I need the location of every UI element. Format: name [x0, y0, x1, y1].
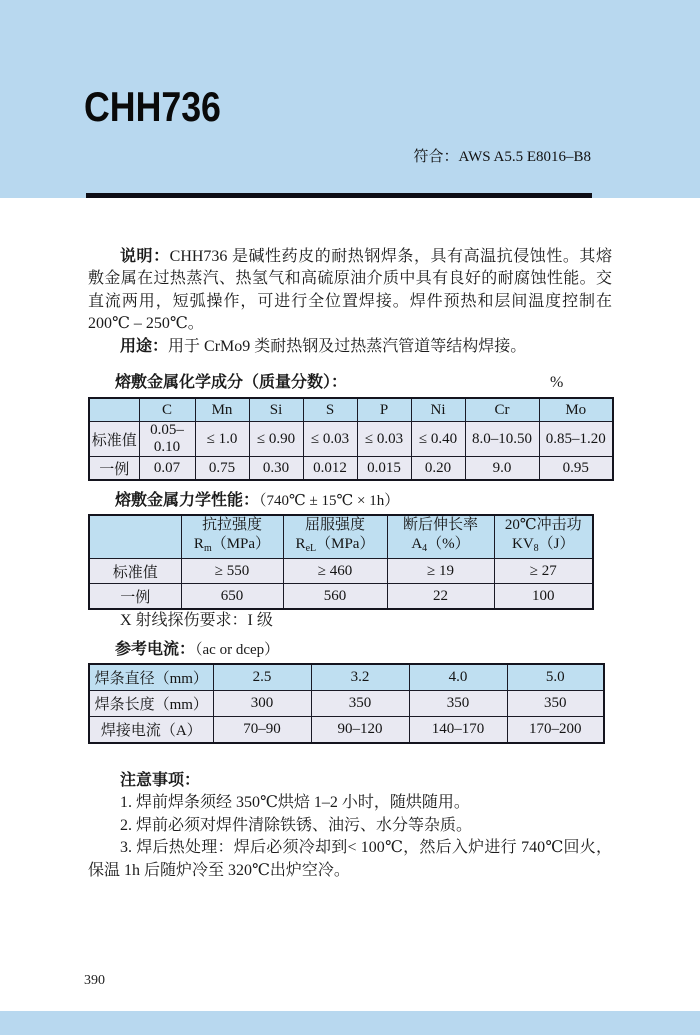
table-cell: 4.0 — [409, 664, 507, 691]
standard-spec: 符合：AWS A5.5 E8016–B8 — [413, 149, 591, 165]
row-label: 一例 — [89, 584, 181, 610]
chemical-section-title — [88, 373, 612, 393]
table-cell — [89, 515, 181, 559]
table-cell — [283, 515, 387, 559]
table-cell: ≥ 19 — [387, 559, 494, 584]
reference-current-table — [88, 663, 605, 744]
table-cell: 0.012 — [303, 457, 357, 481]
row-label: 焊接电流（A） — [89, 717, 213, 744]
page-number: 390 — [84, 973, 105, 988]
table-cell: ≤ 0.40 — [411, 422, 465, 457]
table-cell: 100 — [494, 584, 593, 610]
table-cell: Si — [249, 398, 303, 422]
column-title: 断后伸长率 — [402, 517, 478, 533]
table-row — [89, 717, 604, 744]
column-title: 20℃冲击功 — [504, 517, 582, 533]
description-paragraph — [88, 246, 612, 336]
table-header-row — [89, 398, 613, 422]
table-cell: ≥ 550 — [181, 559, 283, 584]
table-cell: 90–120 — [311, 717, 409, 744]
table-cell: 0.05–0.10 — [139, 422, 195, 457]
table-cell: ≥ 460 — [283, 559, 387, 584]
table-cell: 0.85–1.20 — [539, 422, 613, 457]
table-cell: ≤ 0.03 — [357, 422, 411, 457]
table-cell: 70–90 — [213, 717, 311, 744]
table-cell: 300 — [213, 691, 311, 717]
usage-paragraph — [88, 336, 612, 358]
description-text: CHH736 是碱性药皮的耐热钢焊条，具有高温抗侵蚀性。其熔敷金属在过热蒸汽、热氢气和高硫原油介质中具有良好的耐腐蚀性能。交直流两用，短弧操作，可进行全位置焊接。焊件预热和层间温度控制在 200℃ – 250℃。 — [88, 248, 612, 333]
table-cell: 0.95 — [539, 457, 613, 481]
notes-block — [88, 770, 612, 882]
note-item: 1. 焊前焊条须经 350℃烘焙 1–2 小时，随烘随用。 — [120, 794, 470, 812]
table-cell: Cr — [465, 398, 539, 422]
table-cell: 560 — [283, 584, 387, 610]
table-cell: 8.0–10.50 — [465, 422, 539, 457]
row-label: 标准值 — [89, 422, 139, 457]
table-row — [89, 457, 613, 481]
mechanical-title: 熔敷金属力学性能： — [115, 492, 260, 509]
current-section-title — [88, 640, 612, 660]
xray-requirement: X 射线探伤要求：I 级 — [120, 612, 273, 629]
table-cell: 650 — [181, 584, 283, 610]
table-cell: 0.75 — [195, 457, 249, 481]
table-cell: 0.30 — [249, 457, 303, 481]
chemical-title: 熔敷金属化学成分（质量分数）： — [115, 374, 348, 391]
table-cell: ≤ 0.90 — [249, 422, 303, 457]
table-row — [89, 559, 593, 584]
header-divider — [86, 193, 592, 198]
row-label: 标准值 — [89, 559, 181, 584]
table-cell: P — [357, 398, 411, 422]
description-label: 说明： — [120, 248, 170, 265]
table-cell: 0.015 — [357, 457, 411, 481]
table-cell: Ni — [411, 398, 465, 422]
mechanical-condition: （740℃ ± 15℃ × 1h） — [259, 493, 400, 509]
table-cell: ≤ 0.03 — [303, 422, 357, 457]
table-cell: ≥ 27 — [494, 559, 593, 584]
table-cell — [387, 515, 494, 559]
column-symbol: $R_{eL}(MPa)$ — [295, 536, 375, 554]
footer-band — [0, 1011, 700, 1035]
table-cell: 2.5 — [213, 664, 311, 691]
table-cell: Mo — [539, 398, 613, 422]
current-condition: （ac or dcep） — [195, 642, 280, 658]
note-item: 3. 焊后热处理：焊后必须冷却到< 100℃，然后入炉进行 740℃回火，保温 1h 后随炉冷至 320℃出炉空冷。 — [88, 839, 612, 879]
usage-label: 用途： — [120, 337, 169, 355]
table-cell: 0.20 — [411, 457, 465, 481]
table-cell: 0.07 — [139, 457, 195, 481]
table-row — [89, 422, 613, 457]
mechanical-properties-table — [88, 514, 594, 610]
notes-title: 注意事项： — [120, 772, 201, 789]
table-cell: 350 — [507, 691, 604, 717]
row-label: 一例 — [89, 457, 139, 481]
page-title: CHH736 — [84, 83, 221, 130]
column-symbol: $A_4(\%)$ — [411, 536, 470, 554]
column-symbol: $R_m(MPa)$ — [193, 536, 271, 554]
table-row — [89, 584, 593, 610]
table-cell: ≤ 1.0 — [195, 422, 249, 457]
mechanical-section-title — [88, 491, 612, 511]
column-title: 屈服强度 — [304, 517, 365, 533]
table-cell: 22 — [387, 584, 494, 610]
table-header-row — [89, 515, 593, 559]
table-cell: 350 — [409, 691, 507, 717]
column-symbol: $KV_8(J)$ — [511, 536, 575, 554]
table-cell — [89, 398, 139, 422]
table-cell: 5.0 — [507, 664, 604, 691]
chemical-unit: % — [550, 374, 564, 391]
table-row — [89, 691, 604, 717]
chemical-composition-table — [88, 397, 614, 481]
table-cell — [181, 515, 283, 559]
row-label: 焊条直径（mm） — [89, 664, 213, 691]
description-block — [88, 246, 612, 358]
table-cell — [494, 515, 593, 559]
column-title: 抗拉强度 — [201, 517, 262, 533]
table-header-row — [89, 664, 604, 691]
row-label: 焊条长度（mm） — [89, 691, 213, 717]
table-cell: 140–170 — [409, 717, 507, 744]
table-cell: 350 — [311, 691, 409, 717]
current-title: 参考电流： — [115, 641, 196, 658]
table-cell: 170–200 — [507, 717, 604, 744]
header-band — [0, 0, 700, 198]
note-item: 2. 焊前必须对焊件清除铁锈、油污、水分等杂质。 — [120, 816, 473, 834]
usage-text: 用于 CrMo9 类耐热钢及过热蒸汽管道等结构焊接。 — [168, 337, 527, 355]
table-cell: C — [139, 398, 195, 422]
table-cell: 9.0 — [465, 457, 539, 481]
table-cell: S — [303, 398, 357, 422]
table-cell: 3.2 — [311, 664, 409, 691]
table-cell: Mn — [195, 398, 249, 422]
